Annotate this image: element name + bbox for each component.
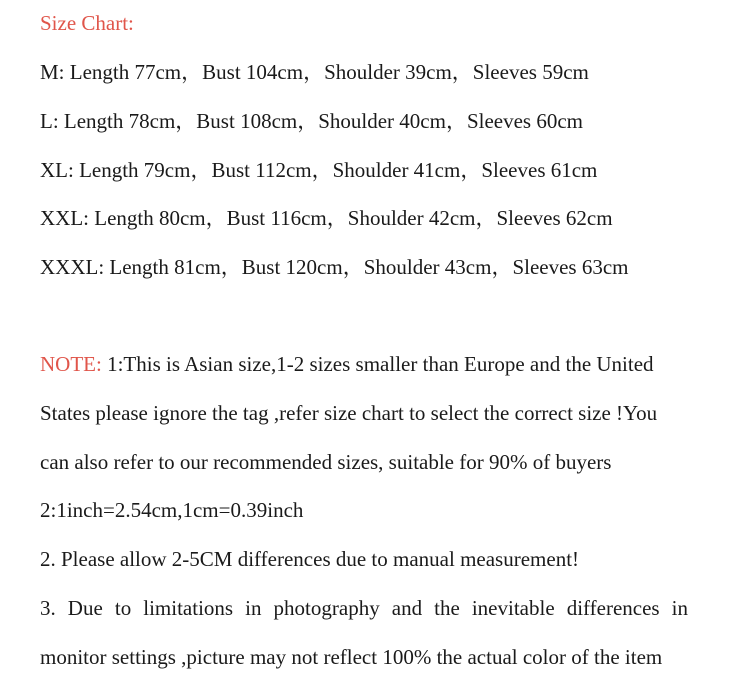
note-line-7: monitor settings ,picture may not reflect 100% the actual color of the item: [40, 645, 663, 669]
size-row-xl: XL: Length 79cm，Bust 112cm，Shoulder 41cm，Sleeves 61cm: [40, 158, 598, 182]
size-row-xxxl: XXXL: Length 81cm，Bust 120cm，Shoulder 43cm，Sleeves 63cm: [40, 255, 629, 279]
note-line-4: 2:1inch=2.54cm,1cm=0.39inch: [40, 498, 304, 522]
size-chart-title: Size Chart:: [40, 11, 134, 35]
note-line-2: States please ignore the tag ,refer size chart to select the correct size !You: [40, 401, 658, 425]
note-line-3: can also refer to our recommended sizes, suitable for 90% of buyers: [40, 450, 612, 474]
note-text-1: 1:This is Asian size,1-2 sizes smaller than Europe and the United: [107, 352, 654, 376]
note-line-1: [40, 354, 654, 375]
size-row-xxl: XXL: Length 80cm，Bust 116cm，Shoulder 42cm，Sleeves 62cm: [40, 206, 613, 230]
note-line-5: 2. Please allow 2-5CM differences due to manual measurement!: [40, 547, 580, 571]
note-line-6: 3. Due to limitations in photography and the inevitable differences in: [40, 596, 688, 620]
size-row-m: M: Length 77cm，Bust 104cm，Shoulder 39cm，Sleeves 59cm: [40, 60, 589, 84]
note-label: NOTE:: [40, 352, 108, 376]
size-row-l: L: Length 78cm，Bust 108cm，Shoulder 40cm，Sleeves 60cm: [40, 109, 584, 133]
